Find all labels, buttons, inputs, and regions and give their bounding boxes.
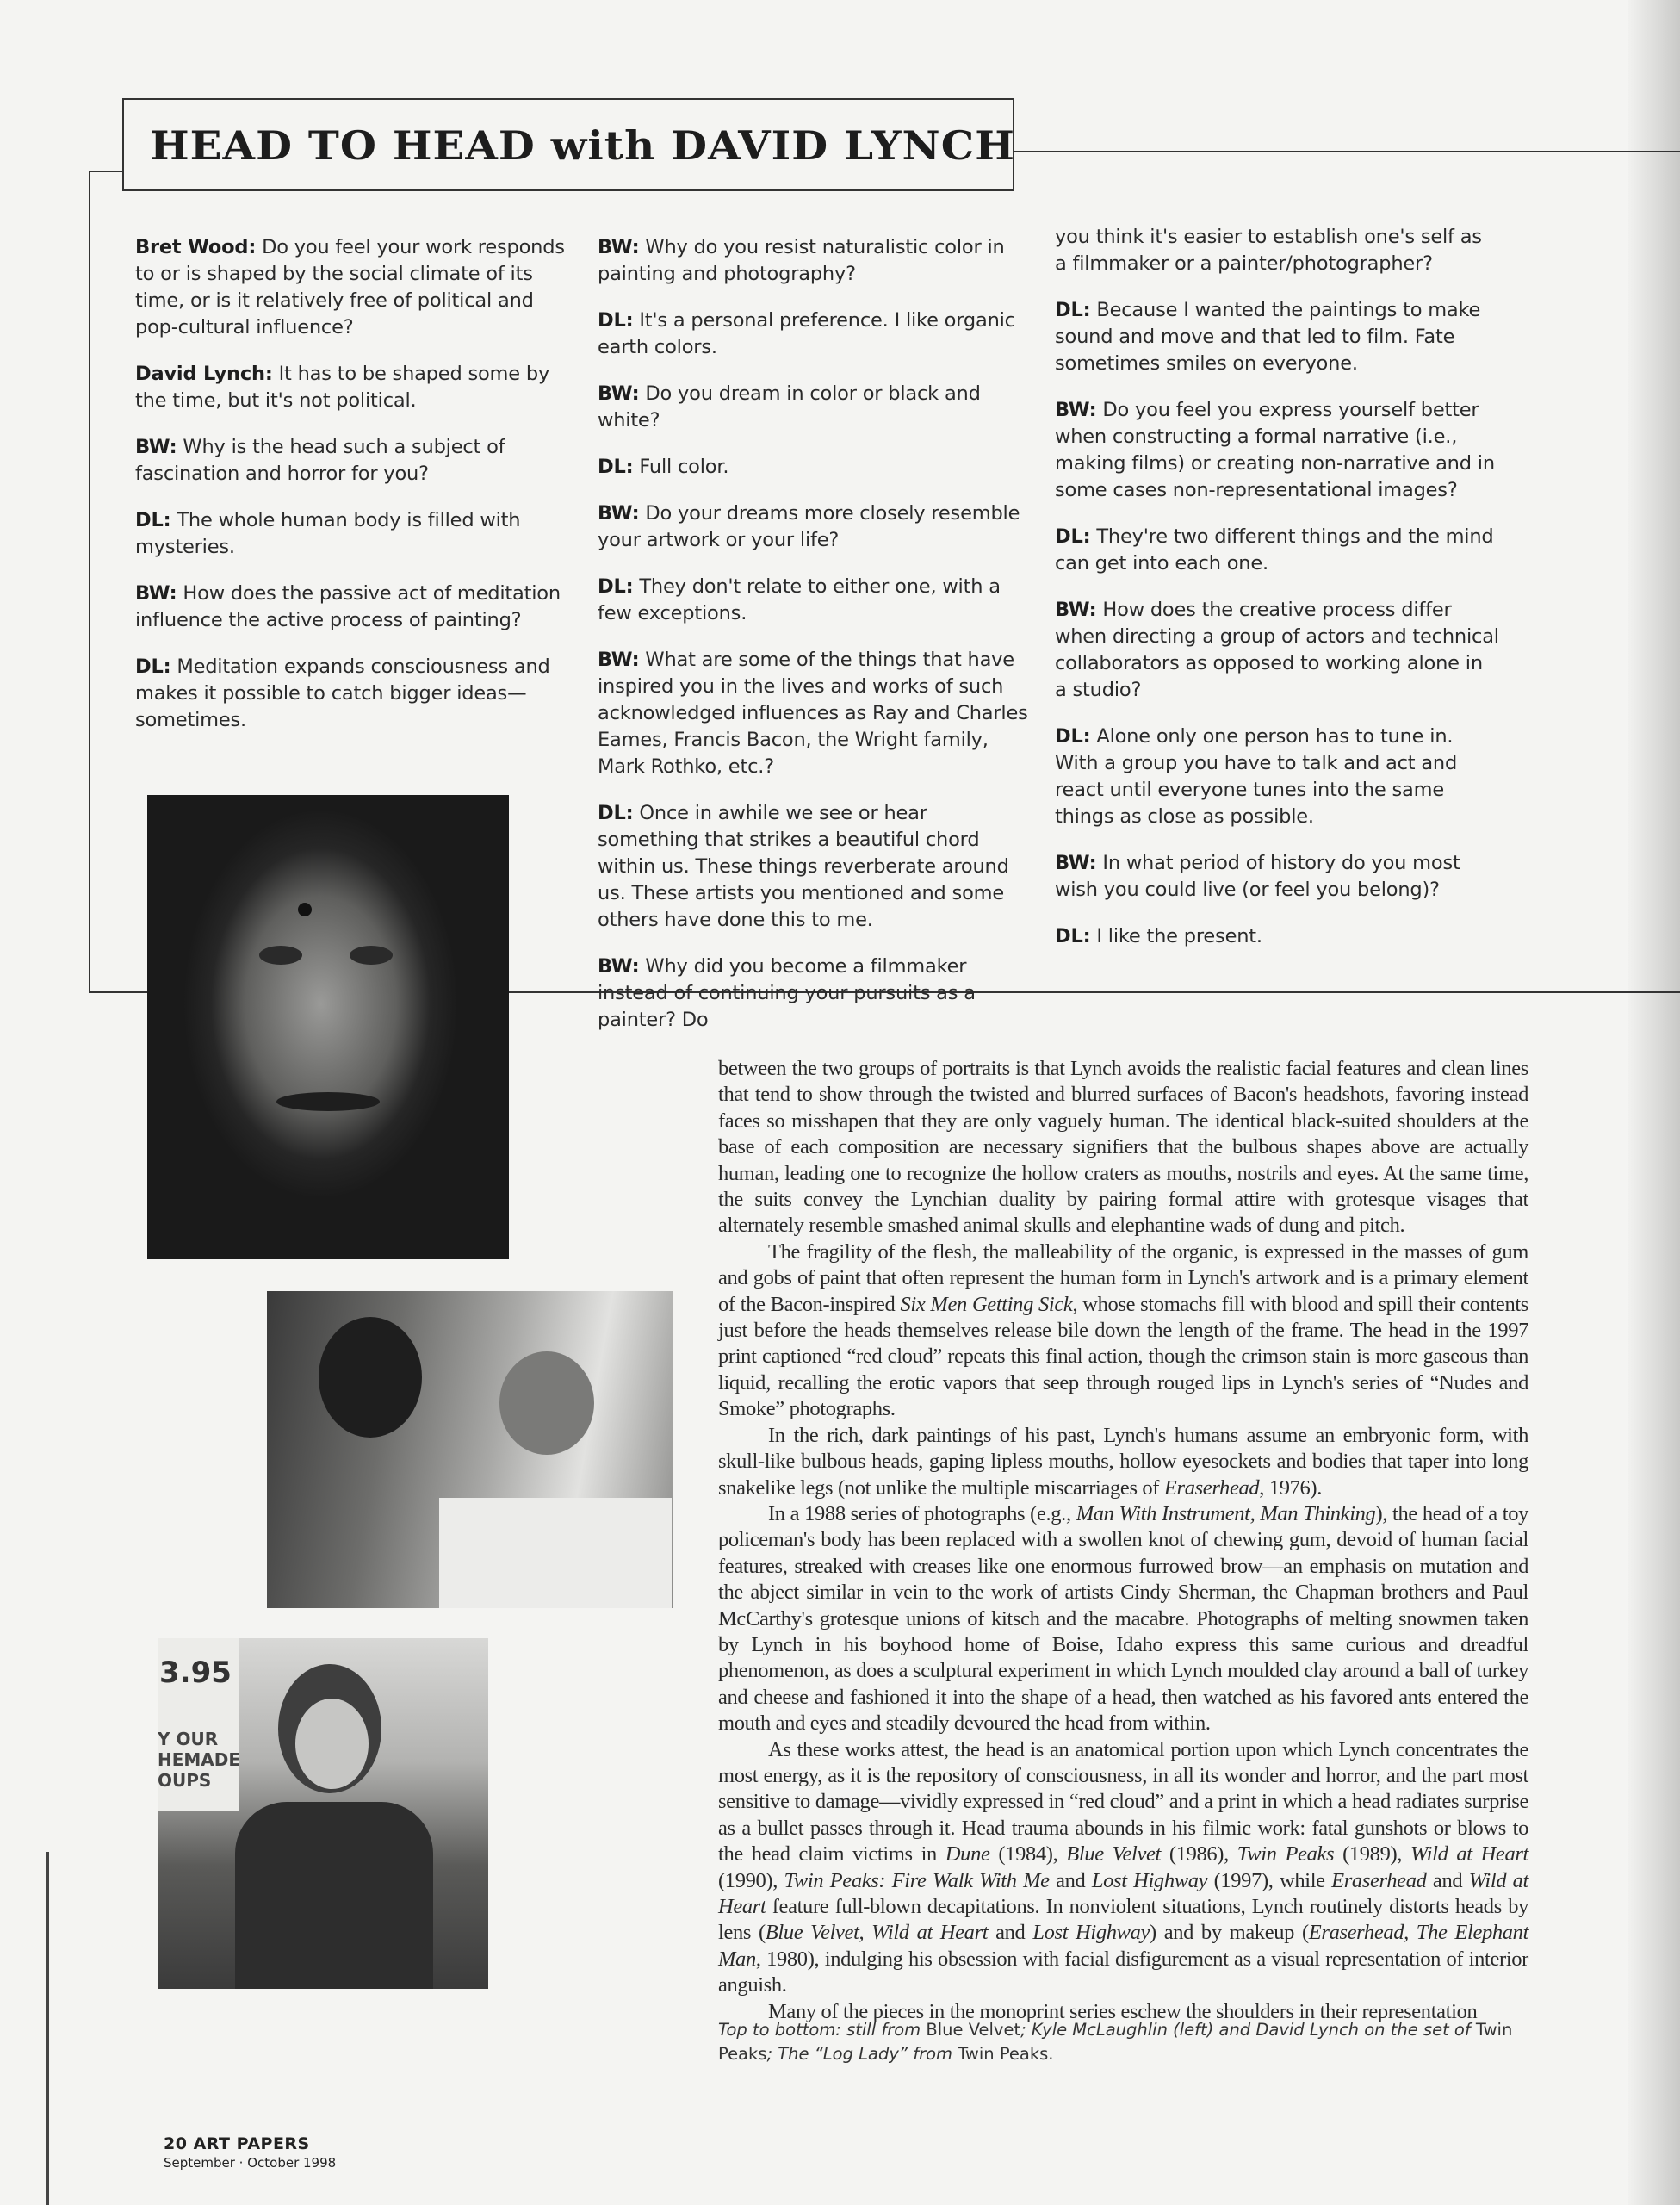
page-number: 20	[164, 2134, 188, 2153]
page-left-rule	[46, 1852, 49, 2205]
interview-column-1	[135, 234, 571, 754]
interview-text: They're two different things and the mind can get into each one.	[1055, 525, 1494, 575]
interview-paragraph	[598, 307, 1033, 361]
body-text: Many of the pieces in the monoprint series eschew the shoulders in their representation	[768, 1999, 1478, 2023]
body-paragraph	[718, 1501, 1528, 1737]
italic-title: Blue Velvet	[1066, 1842, 1162, 1866]
italic-title: Eraserhead, The Elephant Man	[718, 1921, 1529, 1971]
speaker-label: DL:	[1055, 725, 1091, 748]
speaker-label: DL:	[135, 655, 171, 678]
body-paragraph	[718, 1056, 1528, 1239]
interview-paragraph	[1055, 923, 1499, 950]
interview-text: Full color.	[633, 456, 729, 478]
interview-paragraph	[598, 647, 1033, 780]
italic-title: Eraserhead	[1163, 1475, 1260, 1500]
photo-caption	[718, 2018, 1528, 2066]
interview-text: Why is the head such a subject of fascination and horror for you?	[135, 436, 505, 485]
speaker-label: BW:	[598, 955, 640, 978]
speaker-label: BW:	[1055, 599, 1097, 621]
interview-paragraph	[1055, 397, 1499, 504]
caption-text: Twin Peaks.	[958, 2044, 1054, 2064]
body-text: (1986),	[1161, 1842, 1237, 1866]
interview-paragraph	[1055, 724, 1499, 830]
interview-paragraph	[598, 381, 1033, 434]
italic-title: Twin Peaks: Fire Walk With Me	[784, 1868, 1050, 1892]
speaker-label: DL:	[598, 309, 634, 332]
italic-title: Lost Highway	[1091, 1868, 1208, 1892]
body-text: and	[988, 1921, 1033, 1945]
interview-paragraph	[1055, 524, 1499, 577]
speaker-label: BW:	[598, 236, 640, 258]
speaker-label: BW:	[135, 582, 177, 605]
body-text: , 1976).	[1259, 1475, 1323, 1500]
interview-text: Do your dreams more closely resemble your artwork or your life?	[598, 502, 1020, 551]
sign-line: OUPS	[158, 1770, 212, 1791]
speaker-label: David Lynch:	[135, 363, 273, 385]
speaker-label: DL:	[1055, 299, 1091, 321]
interview-paragraph	[1055, 297, 1499, 377]
body-text: ) and by makeup (	[1150, 1921, 1309, 1945]
body-text: and	[1049, 1868, 1092, 1892]
speaker-label: BW:	[1055, 399, 1097, 421]
body-paragraph	[718, 1423, 1528, 1501]
body-text: In the rich, dark paintings of his past, Lynch's humans assume an embryonic form, with skull-like bulbous heads, gaping lipless mouths, hollow eyesockets and bodies that taper into long snakelike legs (not unlike the multiple miscarriages of	[718, 1423, 1528, 1500]
sign-line: HEMADE	[158, 1749, 241, 1770]
body-text: feature full-blown decapitations. In nonviolent situations, Lynch routinely distorts heads by lens (	[718, 1895, 1528, 1945]
speaker-label: DL:	[598, 575, 634, 598]
speaker-label: DL:	[135, 509, 171, 531]
speaker-label: BW:	[598, 502, 640, 525]
italic-title: Wild at Heart	[718, 1868, 1529, 1918]
body-text: , 1980), indulging his obsession with facial disfigurement as a visual representation of interior anguish.	[718, 1947, 1528, 1997]
interview-text: Why do you resist naturalistic color in painting and photography?	[598, 236, 1005, 285]
speaker-label: BW:	[598, 382, 640, 405]
interview-text: They don't relate to either one, with a few exceptions.	[598, 575, 1001, 624]
interview-paragraph	[1055, 597, 1499, 704]
italic-title: Wild at Heart	[1410, 1842, 1528, 1866]
caption-text: Blue Velvet	[926, 2020, 1021, 2040]
interview-paragraph	[135, 507, 571, 561]
interview-text: you think it's easier to establish one's self as a filmmaker or a painter/photographer?	[1055, 226, 1482, 275]
interview-text: Because I wanted the paintings to make sound and move and that led to film. Fate sometimes smiles on everyone.	[1055, 299, 1481, 375]
caption-text: Top to bottom: still from	[718, 2020, 927, 2040]
body-text: , whose stomachs fill with blood and spill their contents just before the heads themselves release bile down the length of the frame. The head in the 1997 print captioned “red cloud” repeats this final action, though the crimson stain is more gaseous than liquid, recalling the erotic vapors that seep through rouged lips in Lynch's series of “Nudes and Smoke” photographs.	[718, 1292, 1528, 1421]
interview-text: What are some of the things that have inspired you in the lives and works of such acknowledged influences as Ray and Charles Eames, Francis Bacon, the Wright family, Mark Rothko, etc.?	[598, 649, 1028, 778]
body-paragraph	[718, 1737, 1528, 1999]
issue-date: September · October 1998	[164, 2155, 337, 2171]
interview-text: Do you dream in color or black and white?	[598, 382, 981, 432]
interview-paragraph	[135, 234, 571, 341]
interview-column-2	[598, 234, 1033, 1053]
page-edge-shadow	[1628, 0, 1680, 2205]
page-footer	[164, 2134, 336, 2171]
interview-text: Do you feel your work responds to or is shaped by the social climate of its time, or is it relatively free of political and pop-cultural influence?	[135, 236, 565, 339]
body-paragraph	[718, 1239, 1528, 1423]
italic-title: Six Men Getting Sick	[900, 1292, 1073, 1316]
interview-paragraph	[1055, 850, 1499, 904]
interview-text: Alone only one person has to tune in. With a group you have to talk and act and react until everyone tunes into the same things as close as possible.	[1055, 725, 1458, 828]
article-title-box	[122, 98, 1014, 191]
interview-paragraph	[598, 500, 1033, 554]
body-text: As these works attest, the head is an anatomical portion upon which Lynch concentrates the most energy, as it is the repository of consciousness, in all its wonder and horror, and the part most sensitive to damage—vividly expressed in “red cloud” and a print in which a head radiates surprise as a bullet passes through it. Head trauma abounds in his filmic work: fatal gunshots or blows to the head claim victims in	[718, 1737, 1528, 1866]
interview-text: Once in awhile we see or hear something that strikes a beautiful chord within us. These things reverberate around us. These artists you mentioned and some others have done this to me.	[598, 802, 1009, 931]
interview-paragraph	[135, 361, 571, 414]
interview-paragraph	[135, 581, 571, 634]
speaker-label: Bret Wood:	[135, 236, 257, 258]
article-body	[718, 1056, 1528, 2025]
photo-twin-peaks-set	[267, 1291, 673, 1608]
interview-text: It has to be shaped some by the time, but it's not political.	[135, 363, 550, 412]
photo-log-lady	[158, 1638, 488, 1989]
interview-text: Why did you become a filmmaker instead of continuing your pursuits as a painter? Do	[598, 955, 976, 1031]
interview-paragraph	[598, 454, 1033, 481]
interview-text: It's a personal preference. I like organic earth colors.	[598, 309, 1015, 358]
body-text: The fragility of the flesh, the malleability of the organic, is expressed in the masses of gum and gobs of paint that often represent the human form in Lynch's artwork and is a primary element of the Bacon-inspired	[718, 1239, 1528, 1316]
body-text: In a 1988 series of photographs (e.g.,	[768, 1501, 1076, 1525]
interview-paragraph	[598, 574, 1033, 627]
interview-paragraph	[1055, 224, 1499, 277]
article-title: HEAD TO HEAD with DAVID LYNCH	[150, 122, 1015, 169]
speaker-label: BW:	[1055, 852, 1097, 874]
frame-left-rule	[89, 171, 90, 993]
interview-paragraph	[598, 800, 1033, 934]
body-text: (1997), while	[1207, 1868, 1332, 1892]
caption-text: ; The “Log Lady” from	[766, 2044, 958, 2064]
body-text: (1989),	[1334, 1842, 1410, 1866]
photo-blue-velvet-still	[147, 795, 509, 1259]
interview-paragraph	[135, 654, 571, 734]
interview-text: How does the creative process differ when directing a group of actors and technical collaborators as opposed to working alone in a studio?	[1055, 599, 1499, 701]
body-text: (1984),	[989, 1842, 1067, 1866]
speaker-label: BW:	[135, 436, 177, 458]
speaker-label: DL:	[598, 456, 634, 478]
interview-text: I like the present.	[1090, 925, 1262, 947]
interview-text: In what period of history do you most wish you could live (or feel you belong)?	[1055, 852, 1460, 901]
caption-text: ; Kyle McLaughlin (left) and David Lynch on the set of	[1020, 2020, 1476, 2040]
interview-text: How does the passive act of meditation influence the active process of painting?	[135, 582, 561, 631]
italic-title: Lost Highway	[1032, 1921, 1150, 1945]
caption-text: Twin Peaks	[718, 2020, 1513, 2064]
italic-title: Dune	[945, 1842, 990, 1866]
interview-paragraph	[598, 953, 1033, 1034]
interview-paragraph	[135, 434, 571, 488]
speaker-label: DL:	[1055, 925, 1091, 947]
speaker-label: DL:	[598, 802, 634, 824]
italic-title: Twin Peaks	[1237, 1842, 1335, 1866]
interview-text: The whole human body is filled with mysteries.	[135, 509, 521, 558]
italic-title: Eraserhead	[1331, 1868, 1427, 1892]
interview-text: Meditation expands consciousness and makes it possible to catch bigger ideas—sometimes.	[135, 655, 550, 731]
interview-text: Do you feel you express yourself better when constructing a formal narrative (i.e., making films) or creating non-narrative and in some cases non-representational images?	[1055, 399, 1495, 501]
speaker-label: DL:	[1055, 525, 1091, 548]
frame-left-top-rule	[89, 171, 123, 172]
interview-paragraph	[598, 234, 1033, 288]
body-text: (1990),	[718, 1868, 784, 1892]
body-text: and	[1426, 1868, 1469, 1892]
interview-column-3	[1055, 224, 1499, 970]
body-text: ), the head of a toy policeman's body has been replaced with a swollen knot of chewing gum, devoid of human facial features, streaked with creases like one enormous furrowed brow—an emphasis on mutation and the abject similar in vein to the work of artists Cindy Sherman, the Chapman brothers and Paul McCarthy's grotesque unions of kitsch and the macabre. Photographs of melting snowmen taken by Lynch in his boyhood home of Boise, Idaho express this same curious and dreadful phenomenon, as does a sculptural experiment in which Lynch moulded clay around a ball of turkey and cheese and fashioned it into the shape of a head, then watched as his favored ants entered the mouth and eyes and steadily devoured the head from within.	[718, 1501, 1529, 1736]
italic-title: Blue Velvet, Wild at Heart	[765, 1921, 989, 1945]
sign-line: Y OUR	[158, 1729, 219, 1749]
magazine-name: ART PAPERS	[193, 2134, 310, 2153]
italic-title: Man With Instrument, Man Thinking	[1076, 1501, 1376, 1525]
body-text: between the two groups of portraits is that Lynch avoids the realistic facial features and clean lines that tend to show through the twisted and blurred surfaces of Bacon's headshots, favoring instead faces so misshapen that they are only vaguely human. The identical black-suited shoulders at the base of each composition are necessary signifiers that the bulbous shapes above are actually human, leading one to recognize the hollow craters as mouths, nostrils and eyes. At the same time, the suits convey the Lynchian duality by pairing formal attire with grotesque visages that alternately resemble smashed animal skulls and elephantine wads of dung and pitch.	[718, 1057, 1528, 1238]
frame-top-right-rule	[1014, 151, 1680, 152]
sign-price: 3.95	[159, 1655, 232, 1690]
speaker-label: BW:	[598, 649, 640, 671]
